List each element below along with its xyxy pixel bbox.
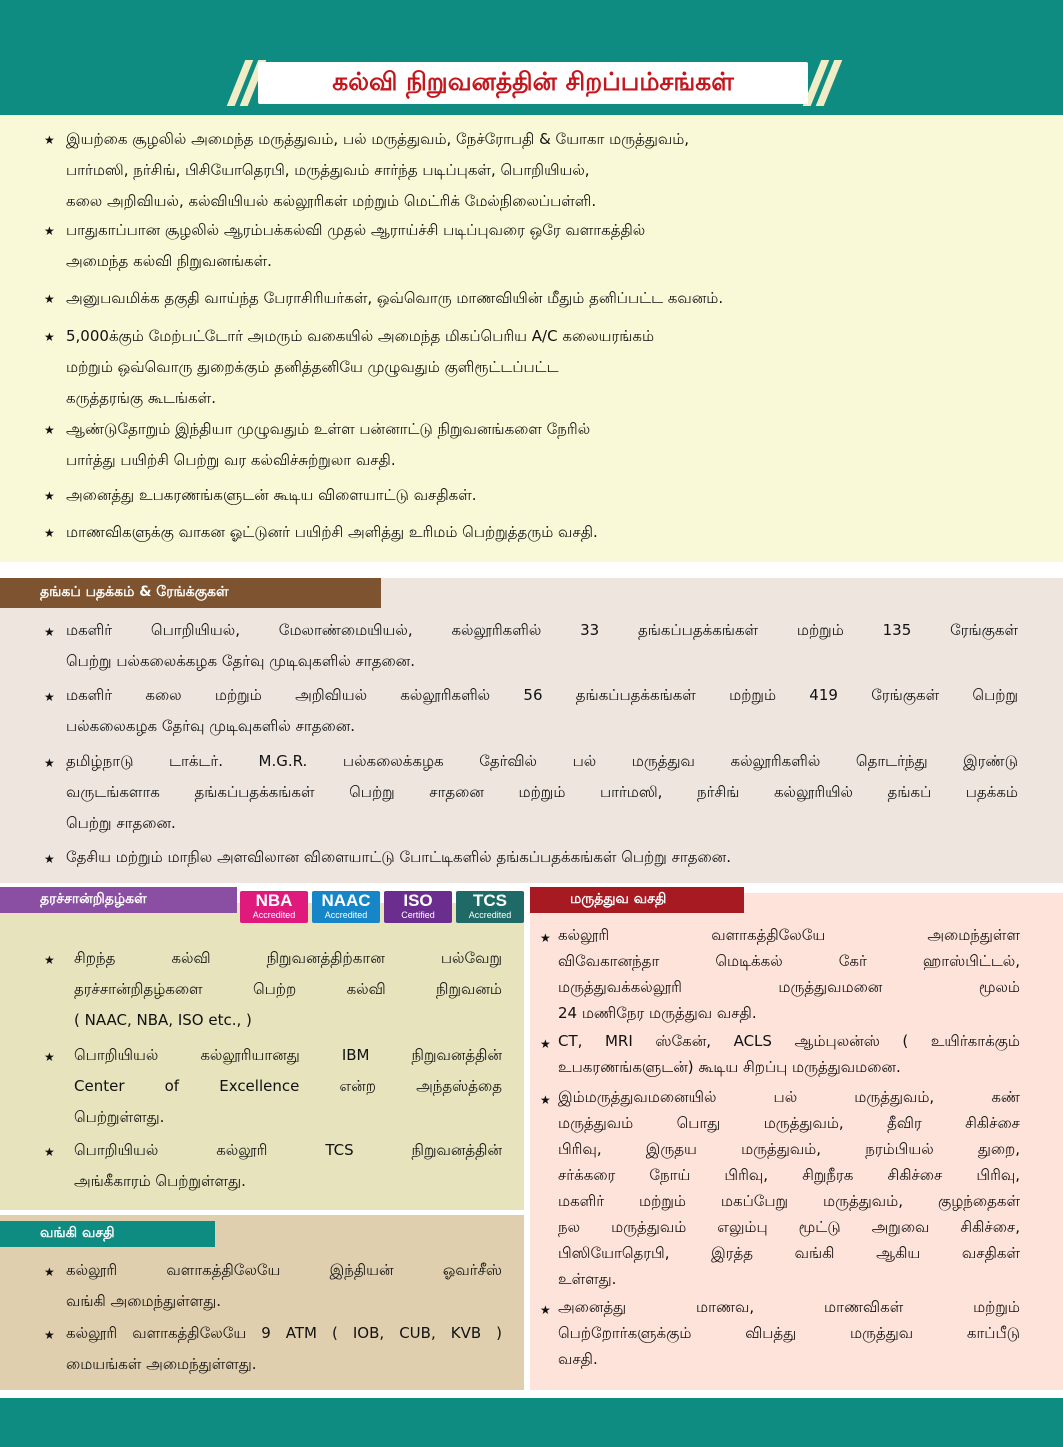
bullet-star-icon: ★ xyxy=(44,224,55,238)
tcs-badge-sub: Accredited xyxy=(468,910,512,920)
bank-heading-tag xyxy=(0,1221,215,1247)
list-item: மகளிர் கலை மற்றும் அறிவியல் கல்லூரிகளில் 56 தங்கப்பதக்கங்கள் மற்றும் 419 ரேங்குகள் பெற்று பல்கலைகழக தேர்வு முடிவுகளில் சாதனை. xyxy=(66,686,1018,735)
list-item: 5,000க்கும் மேற்பட்டோர் அமரும் வகையில் அமைந்த மிகப்பெரிய A/C கலையரங்கம் மற்றும் ஒவ்வொரு துறைக்கும் தனித்தனியே முழுவதும் குளிரூட்டப்பட்ட கருத்தரங்கு கூடங்கள். xyxy=(66,327,655,407)
list-item: தேசிய மற்றும் மாநில அளவிலான விளையாட்டு போட்டிகளில் தங்கப்பதக்கங்கள் பெற்று சாதனை. xyxy=(66,848,731,866)
list-item: ஆண்டுதோறும் இந்தியா முழுவதும் உள்ள பன்னாட்டு நிறுவனங்களை நேரில் பார்த்து பயிற்சி பெற்று வர கல்விச்சுற்றுலா வசதி. xyxy=(66,420,591,469)
list-item: பொறியியல் கல்லூரி TCS நிறுவனத்தின் அங்கீகாரம் பெற்றுள்ளது. xyxy=(74,1141,502,1190)
list-item: CT, MRI ஸ்கேன், ACLS ஆம்புலன்ஸ் ( உயிர்காக்கும் உபகரணங்களுடன்) கூடிய சிறப்பு மருத்துவமனை. xyxy=(558,1032,1020,1076)
list-item: தமிழ்நாடு டாக்டர். M.G.R. பல்கலைக்கழக தேர்வில் பல் மருத்துவ கல்லூரிகளில் தொடர்ந்து இரண்டு வருடங்களாக தங்கப்பதக்கங்கள் பெற்று சாதனை மற்றும் பார்மஸி, நர்சிங் கல்லூரியில் தங்கப் பதக்கம் பெற்று சாதனை. xyxy=(66,752,1018,832)
bullet-star-icon: ★ xyxy=(540,1093,551,1107)
list-item: கல்லூரி வளாகத்திலேயே 9 ATM ( IOB, CUB, KVB ) மையங்கள் அமைந்துள்ளது. xyxy=(66,1324,502,1373)
bullet-star-icon: ★ xyxy=(44,690,55,704)
accreditation-heading: தரச்சான்றிதழ்கள் xyxy=(40,891,147,907)
list-item: கல்லூரி வளாகத்திலேயே இந்தியன் ஓவர்சீஸ் வங்கி அமைந்துள்ளது. xyxy=(66,1261,502,1310)
bullet-star-icon: ★ xyxy=(44,292,55,306)
bullet-star-icon: ★ xyxy=(540,1303,551,1317)
footer-band xyxy=(0,1398,1063,1447)
bullet-star-icon: ★ xyxy=(44,423,55,437)
bullet-star-icon: ★ xyxy=(44,953,55,967)
list-item: மாணவிகளுக்கு வாகன ஓட்டுனர் பயிற்சி அளித்து உரிமம் பெற்றுத்தரும் வசதி. xyxy=(66,523,598,541)
bullet-star-icon: ★ xyxy=(44,625,55,639)
list-item: பொறியியல் கல்லூரியானது IBM நிறுவனத்தின் Center of Excellence என்ற அந்தஸ்த்தை பெற்றுள்ளது. xyxy=(74,1046,502,1126)
page-title-box xyxy=(258,62,808,104)
list-item: அனுபவமிக்க தகுதி வாய்ந்த பேராசிரியர்கள், ஒவ்வொரு மாணவியின் மீதும் தனிப்பட்ட கவனம். xyxy=(66,289,724,307)
list-item: இயற்கை சூழலில் அமைந்த மருத்துவம், பல் மருத்துவம், நேச்ரோபதி & யோகா மருத்துவம், பார்மஸி, நர்சிங், பிசியோதெரபி, மருத்துவம் சார்ந்த படிப்புகள், பொறியியல், கலை அறிவியல், கல்வியியல் கல்லூரிகள் மற்றும் மெட்ரிக் மேல்நிலைப்பள்ளி. xyxy=(66,130,690,210)
bank-heading: வங்கி வசதி xyxy=(40,1225,115,1241)
list-item: இம்மருத்துவமனையில் பல் மருத்துவம், கண் மருத்துவம் பொது மருத்துவம், தீவிர சிகிச்சை பிரிவு, இருதய மருத்துவம், நரம்பியல் துறை, சர்க்கரை நோய் பிரிவு, சிறுநீரக சிகிச்சை பிரிவு, மகளிர் மற்றும் மகப்பேறு மருத்துவம், குழந்தைகள் நல மருத்துவம் எலும்பு மூட்டு அறுவை சிகிச்சை, பிஸியோதெரபி, இரத்த வங்கி ஆகிய வசதிகள் உள்ளது. xyxy=(558,1088,1020,1288)
list-item: அனைத்து மாணவ, மாணவிகள் மற்றும் பெற்றோர்களுக்கும் விபத்து மருத்துவ காப்பீடு வசதி. xyxy=(558,1298,1020,1368)
bullet-star-icon: ★ xyxy=(540,931,551,945)
medical-heading-tag xyxy=(530,887,744,913)
bullet-star-icon: ★ xyxy=(44,489,55,503)
bullet-star-icon: ★ xyxy=(44,133,55,147)
accreditation-heading-tag xyxy=(0,887,237,913)
bullet-star-icon: ★ xyxy=(44,526,55,540)
nba-badge-sub: Accredited xyxy=(252,910,296,920)
tcs-badge xyxy=(456,891,524,923)
bullet-star-icon: ★ xyxy=(44,1145,55,1159)
naac-badge-title: NAAC xyxy=(321,891,371,910)
list-item: அனைத்து உபகரணங்களுடன் கூடிய விளையாட்டு வசதிகள். xyxy=(66,486,477,504)
bullet-star-icon: ★ xyxy=(540,1037,551,1051)
list-item: மகளிர் பொறியியல், மேலாண்மையியல், கல்லூரிகளில் 33 தங்கப்பதக்கங்கள் மற்றும் 135 ரேங்குகள் பெற்று பல்கலைக்கழக தேர்வு முடிவுகளில் சாதனை. xyxy=(66,621,1018,670)
bullet-star-icon: ★ xyxy=(44,1265,55,1279)
bullet-star-icon: ★ xyxy=(44,1328,55,1342)
nba-badge xyxy=(240,891,308,923)
gold-medal-heading-tag xyxy=(0,578,381,608)
naac-badge-sub: Accredited xyxy=(324,910,368,920)
tcs-badge-title: TCS xyxy=(473,891,507,910)
gold-medal-heading: தங்கப் பதக்கம் & ரேங்க்குகள் xyxy=(40,584,229,600)
bullet-star-icon: ★ xyxy=(44,330,55,344)
bullet-star-icon: ★ xyxy=(44,756,55,770)
list-item: பாதுகாப்பான சூழலில் ஆரம்பக்கல்வி முதல் ஆராய்ச்சி படிப்புவரை ஒரே வளாகத்தில் அமைந்த கல்வி நிறுவனங்கள். xyxy=(66,221,646,270)
iso-badge-sub: Certified xyxy=(401,910,435,920)
naac-badge xyxy=(312,891,380,923)
list-item: சிறந்த கல்வி நிறுவனத்திற்கான பல்வேறு தரச்சான்றிதழ்களை பெற்ற கல்வி நிறுவனம் ( NAAC, NBA, ISO etc., ) xyxy=(74,949,502,1029)
iso-badge-title: ISO xyxy=(403,891,433,910)
list-item: கல்லூரி வளாகத்திலேயே அமைந்துள்ள விவேகானந்தா மெடிக்கல் கேர் ஹாஸ்பிட்டல், மருத்துவக்கல்லூரி மருத்துவமனை மூலம் 24 மணிநேர மருத்துவ வசதி. xyxy=(558,926,1020,1022)
page-title: கல்வி நிறுவனத்தின் சிறப்பம்சங்கள் xyxy=(332,66,734,96)
nba-badge-title: NBA xyxy=(255,891,293,910)
bullet-star-icon: ★ xyxy=(44,852,55,866)
bullet-star-icon: ★ xyxy=(44,1050,55,1064)
iso-badge xyxy=(384,891,452,923)
medical-heading: மருத்துவ வசதி xyxy=(570,891,667,907)
